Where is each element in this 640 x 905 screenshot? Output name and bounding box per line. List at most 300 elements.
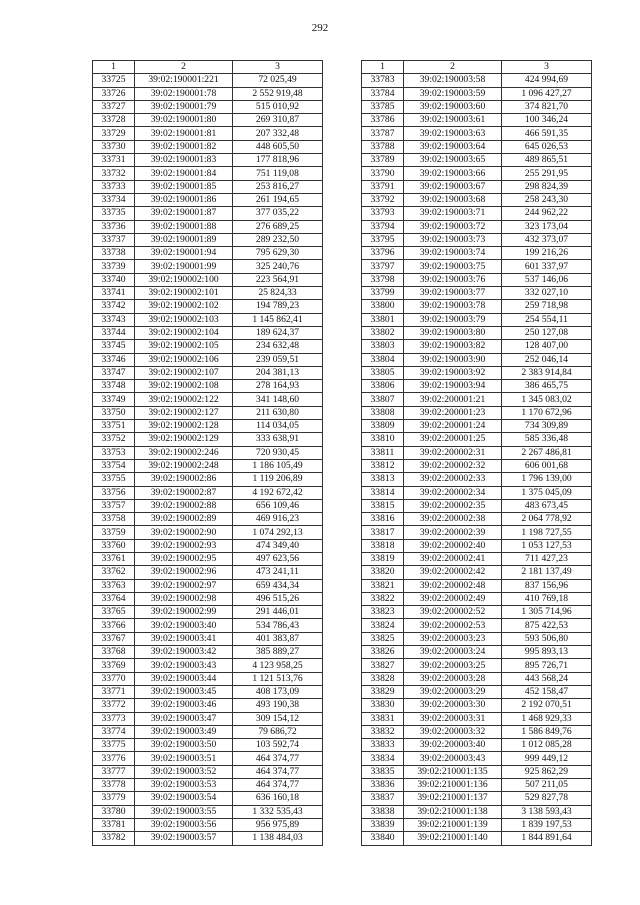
table-row — [362, 765, 592, 778]
cadastral-number-cell: 39:02:200002:41 — [404, 552, 502, 565]
cadastral-number-cell: 39:02:190001:84 — [135, 167, 233, 180]
value-cell: 239 059,51 — [233, 353, 323, 366]
table-row — [93, 446, 323, 459]
row-number-cell: 33754 — [93, 459, 135, 472]
cadastral-number-cell: 39:02:200003:30 — [404, 699, 502, 712]
table-row — [362, 699, 592, 712]
row-number-cell: 33762 — [93, 566, 135, 579]
value-cell: 601 337,97 — [502, 260, 592, 273]
value-cell: 1 170 672,96 — [502, 406, 592, 419]
value-cell: 497 623,56 — [233, 552, 323, 565]
cadastral-number-cell: 39:02:200003:29 — [404, 685, 502, 698]
row-number-cell: 33804 — [362, 353, 404, 366]
value-cell: 585 336,48 — [502, 433, 592, 446]
row-number-cell: 33745 — [93, 340, 135, 353]
row-number-cell: 33763 — [93, 579, 135, 592]
table-row — [93, 260, 323, 273]
cadastral-number-cell: 39:02:190002:99 — [135, 606, 233, 619]
cadastral-number-cell: 39:02:200002:32 — [404, 459, 502, 472]
cadastral-number-cell: 39:02:200002:34 — [404, 486, 502, 499]
table-row — [362, 779, 592, 792]
value-cell: 4 192 672,42 — [233, 486, 323, 499]
cadastral-number-cell: 39:02:190003:51 — [135, 752, 233, 765]
row-number-cell: 33836 — [362, 779, 404, 792]
value-cell: 474 349,40 — [233, 539, 323, 552]
table-row — [362, 712, 592, 725]
table-row — [362, 287, 592, 300]
cadastral-number-cell: 39:02:190003:52 — [135, 765, 233, 778]
value-cell: 443 568,24 — [502, 672, 592, 685]
cadastral-number-cell: 39:02:200003:25 — [404, 659, 502, 672]
cadastral-number-cell: 39:02:190003:54 — [135, 792, 233, 805]
value-cell: 385 889,27 — [233, 646, 323, 659]
value-cell: 1 096 427,27 — [502, 87, 592, 100]
row-number-cell: 33749 — [93, 393, 135, 406]
cadastral-number-cell: 39:02:190003:46 — [135, 699, 233, 712]
row-number-cell: 33802 — [362, 326, 404, 339]
table-row — [93, 646, 323, 659]
cadastral-number-cell: 39:02:200003:31 — [404, 712, 502, 725]
table-row — [362, 539, 592, 552]
table-left — [92, 60, 323, 846]
table-row — [93, 380, 323, 393]
value-cell: 537 146,06 — [502, 273, 592, 286]
value-cell: 925 862,29 — [502, 765, 592, 778]
value-cell: 751 119,08 — [233, 167, 323, 180]
table-row — [362, 260, 592, 273]
value-cell: 1 053 127,53 — [502, 539, 592, 552]
value-cell: 1 186 105,49 — [233, 459, 323, 472]
table-row — [93, 792, 323, 805]
row-number-cell: 33737 — [93, 233, 135, 246]
cadastral-number-cell: 39:02:190002:90 — [135, 526, 233, 539]
cadastral-number-cell: 39:02:190003:64 — [404, 140, 502, 153]
value-cell: 374 821,70 — [502, 100, 592, 113]
row-number-cell: 33794 — [362, 220, 404, 233]
cadastral-number-cell: 39:02:200003:28 — [404, 672, 502, 685]
row-number-cell: 33733 — [93, 180, 135, 193]
value-cell: 448 605,50 — [233, 140, 323, 153]
row-number-cell: 33783 — [362, 74, 404, 87]
value-cell: 1 332 535,43 — [233, 805, 323, 818]
table-row — [93, 353, 323, 366]
row-number-cell: 33725 — [93, 74, 135, 87]
table-row — [93, 473, 323, 486]
value-cell: 464 374,77 — [233, 752, 323, 765]
value-cell: 386 465,75 — [502, 380, 592, 393]
cadastral-number-cell: 39:02:190002:107 — [135, 366, 233, 379]
table-row — [362, 114, 592, 127]
table-row — [93, 326, 323, 339]
row-number-cell: 33809 — [362, 420, 404, 433]
table-row — [362, 566, 592, 579]
table-row — [93, 140, 323, 153]
value-cell: 1 468 929,33 — [502, 712, 592, 725]
row-number-cell: 33838 — [362, 805, 404, 818]
table-row — [362, 300, 592, 313]
cadastral-number-cell: 39:02:190001:81 — [135, 127, 233, 140]
cadastral-number-cell: 39:02:200003:23 — [404, 632, 502, 645]
cadastral-number-cell: 39:02:200001:23 — [404, 406, 502, 419]
column-header: 2 — [404, 61, 502, 74]
table-row — [362, 207, 592, 220]
table-row — [93, 526, 323, 539]
row-number-cell: 33731 — [93, 154, 135, 167]
row-number-cell: 33742 — [93, 300, 135, 313]
cadastral-number-cell: 39:02:190003:66 — [404, 167, 502, 180]
cadastral-number-cell: 39:02:190001:221 — [135, 74, 233, 87]
row-number-cell: 33772 — [93, 699, 135, 712]
value-cell: 1 119 206,89 — [233, 473, 323, 486]
cadastral-number-cell: 39:02:210001:139 — [404, 818, 502, 831]
table-header-row — [93, 61, 323, 74]
table-row — [93, 366, 323, 379]
cadastral-number-cell: 39:02:190003:65 — [404, 154, 502, 167]
cadastral-number-cell: 39:02:190001:83 — [135, 154, 233, 167]
value-cell: 720 930,45 — [233, 446, 323, 459]
cadastral-number-cell: 39:02:190003:59 — [404, 87, 502, 100]
value-cell: 309 154,12 — [233, 712, 323, 725]
row-number-cell: 33822 — [362, 592, 404, 605]
value-cell: 341 148,60 — [233, 393, 323, 406]
cadastral-number-cell: 39:02:190002:103 — [135, 313, 233, 326]
value-cell: 1 012 085,28 — [502, 739, 592, 752]
value-cell: 255 291,95 — [502, 167, 592, 180]
row-number-cell: 33790 — [362, 167, 404, 180]
value-cell: 424 994,69 — [502, 74, 592, 87]
table-row — [93, 433, 323, 446]
value-cell: 194 789,23 — [233, 300, 323, 313]
cadastral-number-cell: 39:02:200001:21 — [404, 393, 502, 406]
row-number-cell: 33803 — [362, 340, 404, 353]
cadastral-number-cell: 39:02:190002:96 — [135, 566, 233, 579]
table-row — [93, 207, 323, 220]
value-cell: 258 243,30 — [502, 193, 592, 206]
table-row — [362, 486, 592, 499]
value-cell: 956 975,89 — [233, 818, 323, 831]
cadastral-number-cell: 39:02:190003:67 — [404, 180, 502, 193]
cadastral-number-cell: 39:02:190002:95 — [135, 552, 233, 565]
table-row — [362, 154, 592, 167]
cadastral-number-cell: 39:02:190003:58 — [404, 74, 502, 87]
cadastral-number-cell: 39:02:190003:72 — [404, 220, 502, 233]
cadastral-number-cell: 39:02:190002:93 — [135, 539, 233, 552]
cadastral-number-cell: 39:02:190002:97 — [135, 579, 233, 592]
row-number-cell: 33812 — [362, 459, 404, 472]
value-cell: 895 726,71 — [502, 659, 592, 672]
row-number-cell: 33755 — [93, 473, 135, 486]
row-number-cell: 33726 — [93, 87, 135, 100]
value-cell: 489 865,51 — [502, 154, 592, 167]
cadastral-number-cell: 39:02:190003:76 — [404, 273, 502, 286]
cadastral-number-cell: 39:02:210001:135 — [404, 765, 502, 778]
cadastral-number-cell: 39:02:190001:99 — [135, 260, 233, 273]
table-right — [361, 60, 592, 846]
value-cell: 177 818,96 — [233, 154, 323, 167]
cadastral-number-cell: 39:02:210001:140 — [404, 832, 502, 845]
table-row — [362, 100, 592, 113]
table-row — [93, 486, 323, 499]
row-number-cell: 33775 — [93, 739, 135, 752]
cadastral-number-cell: 39:02:190002:108 — [135, 380, 233, 393]
value-cell: 534 786,43 — [233, 619, 323, 632]
row-number-cell: 33739 — [93, 260, 135, 273]
cadastral-number-cell: 39:02:190003:55 — [135, 805, 233, 818]
value-cell: 645 026,53 — [502, 140, 592, 153]
row-number-cell: 33810 — [362, 433, 404, 446]
table-row — [93, 154, 323, 167]
row-number-cell: 33830 — [362, 699, 404, 712]
table-row — [362, 606, 592, 619]
cadastral-number-cell: 39:02:190001:86 — [135, 193, 233, 206]
row-number-cell: 33744 — [93, 326, 135, 339]
value-cell: 25 824,33 — [233, 287, 323, 300]
value-cell: 1 138 484,03 — [233, 832, 323, 845]
value-cell: 659 434,34 — [233, 579, 323, 592]
cadastral-number-cell: 39:02:190003:60 — [404, 100, 502, 113]
row-number-cell: 33825 — [362, 632, 404, 645]
row-number-cell: 33785 — [362, 100, 404, 113]
row-number-cell: 33738 — [93, 247, 135, 260]
table-row — [362, 433, 592, 446]
cadastral-number-cell: 39:02:200003:24 — [404, 646, 502, 659]
row-number-cell: 33747 — [93, 366, 135, 379]
row-number-cell: 33770 — [93, 672, 135, 685]
cadastral-number-cell: 39:02:190003:68 — [404, 193, 502, 206]
table-row — [362, 619, 592, 632]
cadastral-number-cell: 39:02:190002:100 — [135, 273, 233, 286]
table-row — [362, 140, 592, 153]
value-cell: 100 346,24 — [502, 114, 592, 127]
value-cell: 250 127,08 — [502, 326, 592, 339]
value-cell: 1 796 139,00 — [502, 473, 592, 486]
row-number-cell: 33800 — [362, 300, 404, 313]
cadastral-number-cell: 39:02:190001:94 — [135, 247, 233, 260]
value-cell: 211 630,80 — [233, 406, 323, 419]
value-cell: 401 383,87 — [233, 632, 323, 645]
table-row — [93, 167, 323, 180]
table-row — [93, 114, 323, 127]
value-cell: 253 816,27 — [233, 180, 323, 193]
table-row — [93, 313, 323, 326]
row-number-cell: 33781 — [93, 818, 135, 831]
value-cell: 1 839 197,53 — [502, 818, 592, 831]
table-row — [362, 725, 592, 738]
value-cell: 711 427,23 — [502, 552, 592, 565]
row-number-cell: 33823 — [362, 606, 404, 619]
value-cell: 515 010,92 — [233, 100, 323, 113]
table-row — [93, 406, 323, 419]
cadastral-number-cell: 39:02:200003:40 — [404, 739, 502, 752]
cadastral-number-cell: 39:02:190003:53 — [135, 779, 233, 792]
row-number-cell: 33787 — [362, 127, 404, 140]
table-row — [362, 193, 592, 206]
row-number-cell: 33778 — [93, 779, 135, 792]
row-number-cell: 33832 — [362, 725, 404, 738]
value-cell: 2 064 778,92 — [502, 513, 592, 526]
row-number-cell: 33727 — [93, 100, 135, 113]
table-row — [362, 233, 592, 246]
value-cell: 289 232,50 — [233, 233, 323, 246]
value-cell: 593 506,80 — [502, 632, 592, 645]
value-cell: 2 383 914,84 — [502, 366, 592, 379]
row-number-cell: 33824 — [362, 619, 404, 632]
value-cell: 1 074 292,13 — [233, 526, 323, 539]
table-row — [362, 792, 592, 805]
row-number-cell: 33730 — [93, 140, 135, 153]
cadastral-number-cell: 39:02:200002:33 — [404, 473, 502, 486]
value-cell: 114 034,05 — [233, 420, 323, 433]
table-row — [93, 739, 323, 752]
table-row — [362, 659, 592, 672]
cadastral-number-cell: 39:02:190002:88 — [135, 499, 233, 512]
row-number-cell: 33780 — [93, 805, 135, 818]
row-number-cell: 33821 — [362, 579, 404, 592]
cadastral-number-cell: 39:02:190003:47 — [135, 712, 233, 725]
cadastral-number-cell: 39:02:190003:77 — [404, 287, 502, 300]
row-number-cell: 33743 — [93, 313, 135, 326]
table-row — [93, 87, 323, 100]
table-row — [93, 552, 323, 565]
table-row — [93, 712, 323, 725]
table-row — [362, 167, 592, 180]
cadastral-number-cell: 39:02:200002:52 — [404, 606, 502, 619]
table-row — [362, 127, 592, 140]
table-row — [362, 459, 592, 472]
row-number-cell: 33756 — [93, 486, 135, 499]
row-number-cell: 33806 — [362, 380, 404, 393]
row-number-cell: 33761 — [93, 552, 135, 565]
value-cell: 2 552 919,48 — [233, 87, 323, 100]
row-number-cell: 33757 — [93, 499, 135, 512]
table-row — [362, 592, 592, 605]
row-number-cell: 33837 — [362, 792, 404, 805]
table-row — [362, 353, 592, 366]
table-row — [93, 233, 323, 246]
row-number-cell: 33732 — [93, 167, 135, 180]
cadastral-number-cell: 39:02:200002:42 — [404, 566, 502, 579]
row-number-cell: 33750 — [93, 406, 135, 419]
row-number-cell: 33839 — [362, 818, 404, 831]
value-cell: 79 686,72 — [233, 725, 323, 738]
cadastral-number-cell: 39:02:190003:82 — [404, 340, 502, 353]
table-row — [362, 473, 592, 486]
table-row — [362, 420, 592, 433]
value-cell: 252 046,14 — [502, 353, 592, 366]
table-row — [93, 100, 323, 113]
table-row — [362, 646, 592, 659]
cadastral-number-cell: 39:02:200001:25 — [404, 433, 502, 446]
cadastral-number-cell: 39:02:190003:44 — [135, 672, 233, 685]
table-row — [362, 326, 592, 339]
value-cell: 298 824,39 — [502, 180, 592, 193]
row-number-cell: 33814 — [362, 486, 404, 499]
table-row — [362, 739, 592, 752]
cadastral-number-cell: 39:02:190003:94 — [404, 380, 502, 393]
value-cell: 2 181 137,49 — [502, 566, 592, 579]
row-number-cell: 33773 — [93, 712, 135, 725]
row-number-cell: 33835 — [362, 765, 404, 778]
value-cell: 432 373,07 — [502, 233, 592, 246]
cadastral-number-cell: 39:02:190003:45 — [135, 685, 233, 698]
row-number-cell: 33728 — [93, 114, 135, 127]
value-cell: 278 164,93 — [233, 380, 323, 393]
value-cell: 452 158,47 — [502, 685, 592, 698]
value-cell: 1 305 714,96 — [502, 606, 592, 619]
column-header: 1 — [362, 61, 404, 74]
cadastral-number-cell: 39:02:190002:101 — [135, 287, 233, 300]
row-number-cell: 33764 — [93, 592, 135, 605]
row-number-cell: 33813 — [362, 473, 404, 486]
cadastral-number-cell: 39:02:210001:138 — [404, 805, 502, 818]
cadastral-number-cell: 39:02:190002:127 — [135, 406, 233, 419]
table-row — [362, 393, 592, 406]
page-number: 292 — [311, 22, 329, 34]
value-cell: 1 586 849,76 — [502, 725, 592, 738]
table-row — [93, 247, 323, 260]
value-cell: 254 554,11 — [502, 313, 592, 326]
table-row — [93, 287, 323, 300]
value-cell: 3 138 593,43 — [502, 805, 592, 818]
value-cell: 189 624,37 — [233, 326, 323, 339]
table-row — [362, 446, 592, 459]
cadastral-number-cell: 39:02:200002:39 — [404, 526, 502, 539]
row-number-cell: 33826 — [362, 646, 404, 659]
cadastral-number-cell: 39:02:190002:87 — [135, 486, 233, 499]
row-number-cell: 33767 — [93, 632, 135, 645]
table-row — [93, 606, 323, 619]
value-cell: 1 145 862,41 — [233, 313, 323, 326]
table-row — [93, 340, 323, 353]
table-row — [93, 459, 323, 472]
cadastral-number-cell: 39:02:190002:105 — [135, 340, 233, 353]
cadastral-number-cell: 39:02:190003:57 — [135, 832, 233, 845]
cadastral-number-cell: 39:02:200003:43 — [404, 752, 502, 765]
value-cell: 473 241,11 — [233, 566, 323, 579]
table-row — [93, 592, 323, 605]
value-cell: 207 332,48 — [233, 127, 323, 140]
table-row — [93, 539, 323, 552]
table-row — [362, 273, 592, 286]
value-cell: 1 198 727,55 — [502, 526, 592, 539]
table-row — [93, 725, 323, 738]
table-row — [93, 765, 323, 778]
value-cell: 4 123 958,25 — [233, 659, 323, 672]
value-cell: 325 240,76 — [233, 260, 323, 273]
cadastral-number-cell: 39:02:210001:136 — [404, 779, 502, 792]
value-cell: 377 035,22 — [233, 207, 323, 220]
cadastral-number-cell: 39:02:190001:79 — [135, 100, 233, 113]
cadastral-number-cell: 39:02:200002:49 — [404, 592, 502, 605]
cadastral-number-cell: 39:02:200002:35 — [404, 499, 502, 512]
table-row — [362, 552, 592, 565]
cadastral-number-cell: 39:02:190003:41 — [135, 632, 233, 645]
row-number-cell: 33795 — [362, 233, 404, 246]
cadastral-number-cell: 39:02:190001:88 — [135, 220, 233, 233]
row-number-cell: 33807 — [362, 393, 404, 406]
value-cell: 1 121 513,76 — [233, 672, 323, 685]
table-row — [362, 832, 592, 845]
table-row — [93, 300, 323, 313]
value-cell: 464 374,77 — [233, 765, 323, 778]
cadastral-number-cell: 39:02:200002:38 — [404, 513, 502, 526]
row-number-cell: 33746 — [93, 353, 135, 366]
row-number-cell: 33791 — [362, 180, 404, 193]
table-row — [93, 273, 323, 286]
row-number-cell: 33793 — [362, 207, 404, 220]
cadastral-number-cell: 39:02:190001:89 — [135, 233, 233, 246]
cadastral-number-cell: 39:02:190001:78 — [135, 87, 233, 100]
